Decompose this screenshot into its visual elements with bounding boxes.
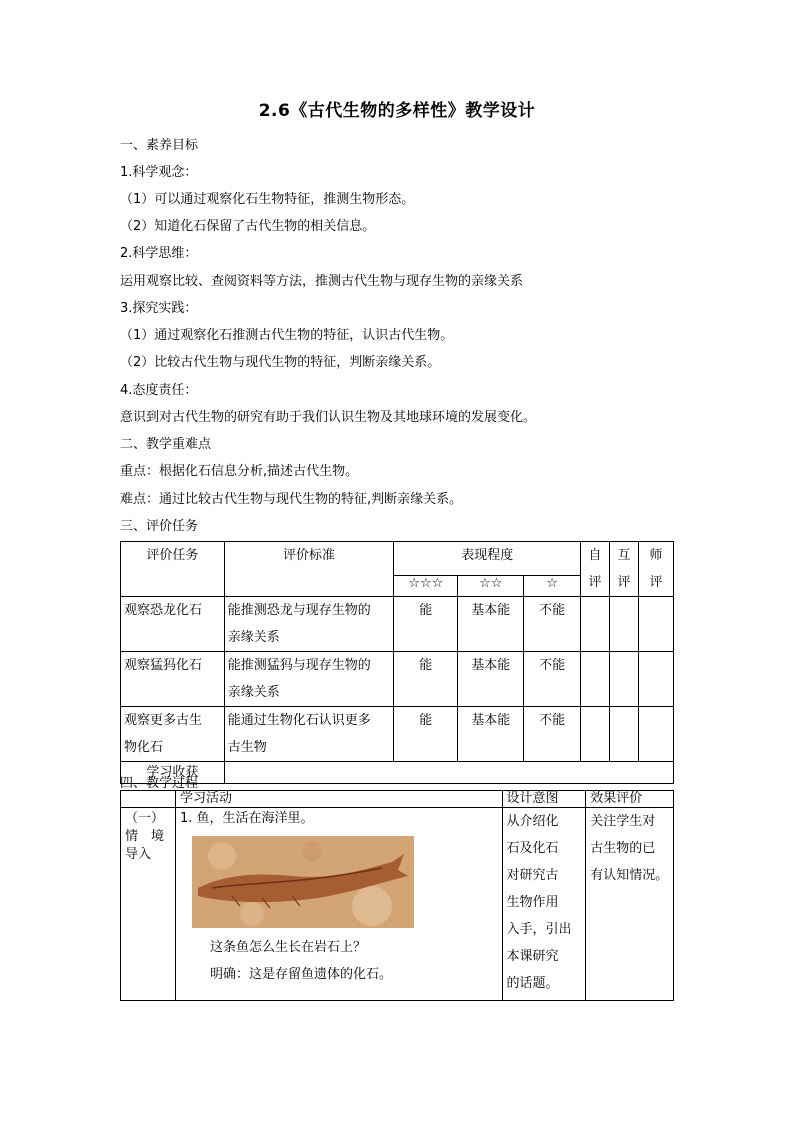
- row-level-2: 基本能: [458, 707, 524, 762]
- question-text: 这条鱼怎么生长在岩石上？: [209, 940, 366, 955]
- header-intent: 设计意图: [502, 791, 586, 808]
- row-task: 观察猛犸化石: [121, 652, 225, 707]
- teacher-eval-cell: [639, 652, 674, 707]
- activity-item: 1. 鱼，生活在海洋里。: [179, 811, 314, 826]
- learning-gain-cell: [224, 762, 673, 784]
- text-line: （2）比较古代生物与现代生物的特征，判断亲缘关系。: [120, 355, 441, 370]
- table-row: [121, 707, 674, 762]
- answer-text: 明确：这是存留鱼遗体的化石。: [209, 967, 392, 982]
- activity-cell: [175, 808, 502, 1001]
- peer-eval-cell: [610, 597, 639, 652]
- sub-heading-attitude: 4.态度责任：: [120, 383, 198, 398]
- intent-cell: 从介绍化 石及化石 对研究古 生物作用 入手，引出 本课研究 的话题。: [502, 808, 586, 1001]
- text-line: （1）通过观察化石推测古代生物的特征，认识古代生物。: [120, 328, 454, 343]
- header-activity: 学习活动: [175, 791, 502, 808]
- header-standard: 评价标准: [224, 542, 394, 597]
- row-task: 观察更多古生 物化石: [121, 707, 225, 762]
- row-level-1: 能: [394, 652, 458, 707]
- sub-heading-thinking: 2.科学思维：: [120, 246, 198, 261]
- difficult-point: 难点：通过比较古代生物与现代生物的特征,判断亲缘关系。: [120, 492, 463, 507]
- text-line: （1）可以通过观察化石生物特征，推测生物形态。: [120, 192, 415, 207]
- stars-1: ☆: [524, 576, 581, 597]
- header-blank: [121, 791, 176, 808]
- text-line: （2）知道化石保留了古代生物的相关信息。: [120, 219, 376, 234]
- key-point: 重点：根据化石信息分析,描述古代生物。: [120, 464, 359, 479]
- row-level-1: 能: [394, 707, 458, 762]
- teacher-eval-cell: [639, 707, 674, 762]
- row-standard: 能通过生物化石认识更多 古生物: [224, 707, 394, 762]
- learning-gain-label: 学习收获: [121, 762, 225, 784]
- sub-heading-practice: 3.探究实践：: [120, 301, 198, 316]
- section3-heading: 三、评价任务: [120, 519, 199, 534]
- section1-heading: 一、素养目标: [120, 138, 199, 153]
- header-performance: 表现程度: [394, 542, 581, 576]
- row-level-3: 不能: [524, 597, 581, 652]
- header-effect-eval: 效果评价: [586, 791, 674, 808]
- row-level-2: 基本能: [458, 652, 524, 707]
- row-level-1: 能: [394, 597, 458, 652]
- stage-cell: （一） 情 境 导入: [121, 808, 176, 1001]
- section2-heading: 二、教学重难点: [120, 437, 212, 452]
- peer-eval-cell: [610, 707, 639, 762]
- text-line: 意识到对古代生物的研究有助于我们认识生物及其地球环境的发展变化。: [120, 410, 537, 425]
- teacher-eval-cell: [639, 597, 674, 652]
- stars-2: ☆☆: [458, 576, 524, 597]
- fish-fossil-image: [192, 836, 414, 928]
- table-row: [121, 597, 674, 652]
- section4-heading: 四、教学过程: [120, 776, 199, 791]
- page-title: 2.6《古代生物的多样性》教学设计: [258, 101, 536, 121]
- self-eval-cell: [581, 707, 610, 762]
- table-row: [121, 652, 674, 707]
- peer-eval-cell: [610, 652, 639, 707]
- evaluation-table: [120, 541, 674, 784]
- row-standard: 能推测恐龙与现存生物的 亲缘关系: [224, 597, 394, 652]
- text-line: 运用观察比较、查阅资料等方法，推测古代生物与现存生物的亲缘关系: [120, 274, 524, 289]
- header-peer-eval: 互 评: [610, 542, 639, 597]
- header-teacher-eval: 师 评: [639, 542, 674, 597]
- row-standard: 能推测猛犸与现存生物的 亲缘关系: [224, 652, 394, 707]
- row-level-3: 不能: [524, 707, 581, 762]
- sub-heading-concept: 1.科学观念：: [120, 165, 198, 180]
- row-task: 观察恐龙化石: [121, 597, 225, 652]
- row-level-2: 基本能: [458, 597, 524, 652]
- stars-3: ☆☆☆: [394, 576, 458, 597]
- header-task: 评价任务: [121, 542, 225, 597]
- row-level-3: 不能: [524, 652, 581, 707]
- process-table: [120, 790, 674, 1001]
- effect-eval-cell: 关注学生对 古生物的已 有认知情况。: [586, 808, 674, 1001]
- self-eval-cell: [581, 597, 610, 652]
- self-eval-cell: [581, 652, 610, 707]
- header-self-eval: 自 评: [581, 542, 610, 597]
